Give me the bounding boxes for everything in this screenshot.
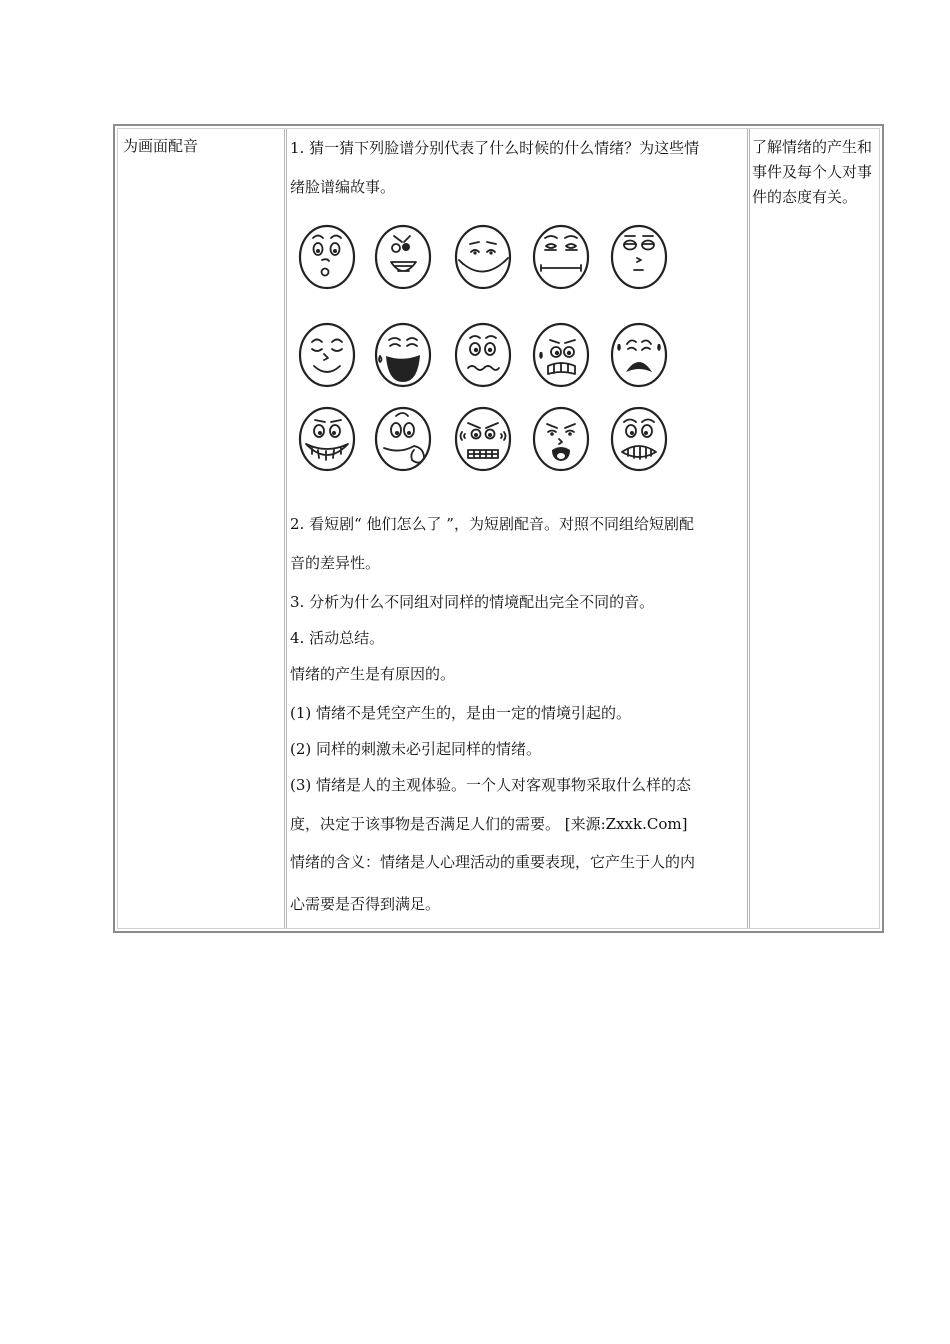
process-line: (2) 同样的刺激未必引起同样的情绪。 [290,740,542,758]
neutral-face-icon [532,224,590,290]
anxious-sweat-face-icon [532,322,590,388]
purpose-cell [751,129,880,928]
purpose-text: 了解情绪的产生和事件及每个人对事件的态度有关。 [752,138,873,206]
lesson-table [113,124,884,933]
process-line: 心需要是否得到满足。 [290,895,441,913]
activity-title: 为画面配音 [123,137,199,155]
emotion-faces-grid [298,224,678,494]
sick-face-icon [532,406,590,472]
process-line: (1) 情绪不是凭空产生的，是由一定的情境引起的。 [290,704,632,722]
tongue-out-face-icon [374,406,432,472]
process-cell [288,129,750,928]
process-line: 情绪的产生是有原因的。 [290,665,456,683]
bored-face-icon [610,224,668,290]
process-line: 情绪的含义：情绪是人心理活动的重要表现，它产生于人的内 [290,853,696,871]
process-line: 4. 活动总结。 [290,629,385,647]
crying-face-icon [610,322,668,388]
surprised-face-icon [298,224,356,290]
toothy-grin-face-icon [298,406,356,472]
process-line: (3) 情绪是人的主观体验。一个人对客观事物采取什么样的态 [290,776,692,794]
process-line: 绪脸谱编故事。 [290,178,396,196]
process-line: 度，决定于该事物是否满足人们的需要。 [来源:Zxxk.Com] [290,815,688,833]
activity-cell [119,129,287,928]
process-line: 2. 看短剧“ 他们怎么了 ”，为短剧配音。对照不同组给短剧配 [290,515,694,533]
silly-grin-face-icon [374,224,432,290]
nervous-face-icon [454,322,512,388]
laughing-tears-face-icon [374,322,432,388]
scared-face-icon [610,406,668,472]
process-line: 3. 分析为什么不同组对同样的情境配出完全不同的音。 [290,593,655,611]
process-line: 音的差异性。 [290,554,381,572]
angry-face-icon [454,406,512,472]
process-line: 1. 猜一猜下列脸谱分别代表了什么时候的什么情绪？为这些情 [290,139,700,157]
content-face-icon [298,322,356,388]
smug-smile-face-icon [454,224,512,290]
